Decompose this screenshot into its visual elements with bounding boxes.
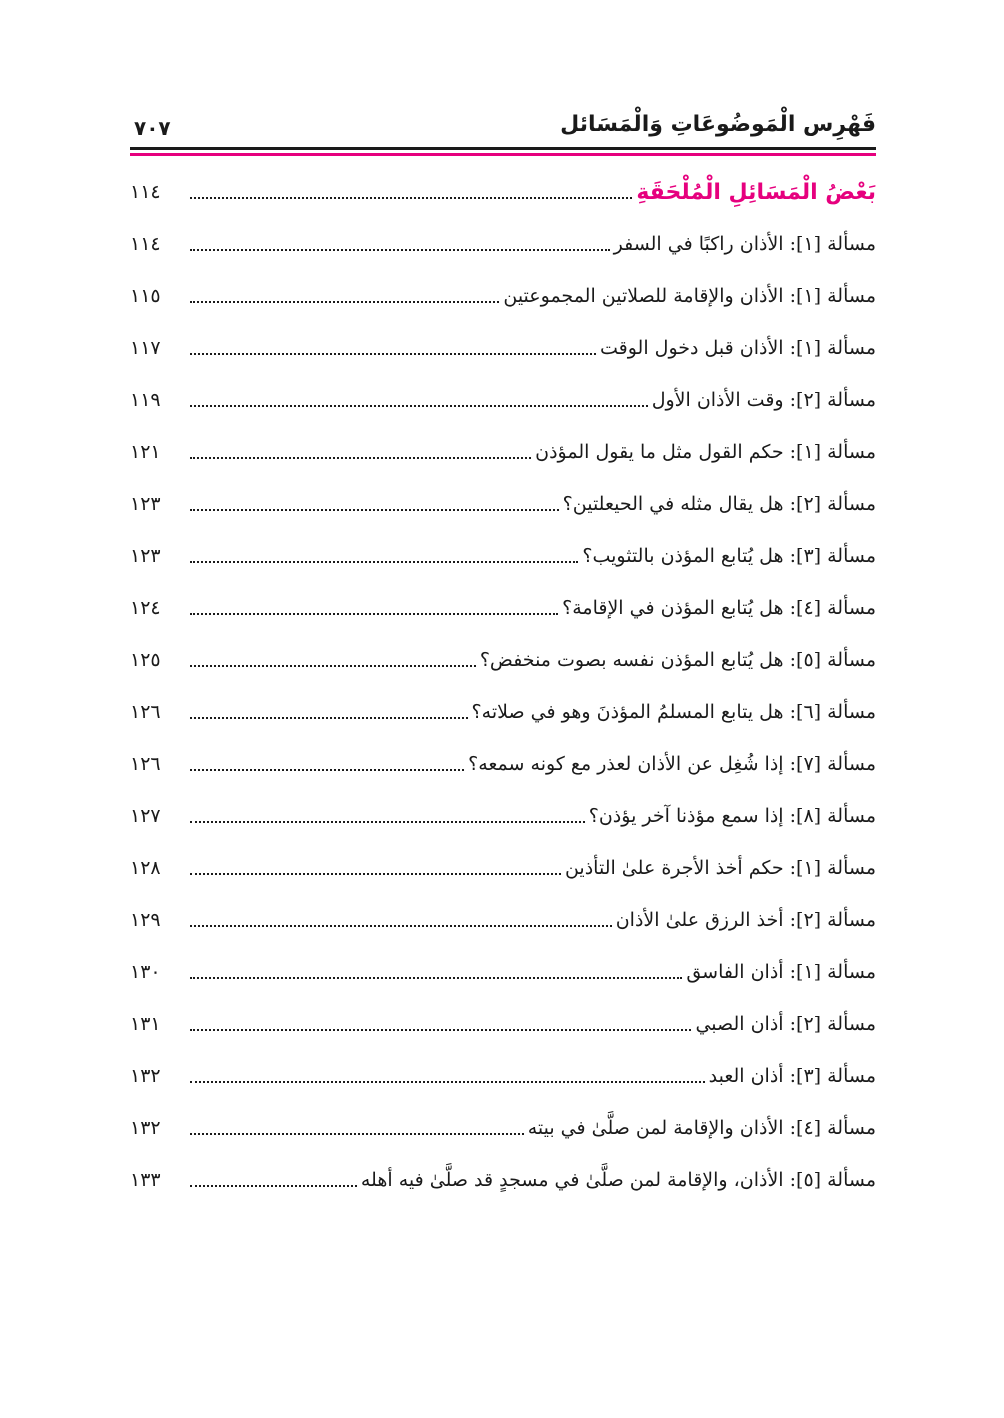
dot-leader — [190, 804, 585, 828]
document-page — [130, 108, 876, 1288]
toc-entry[interactable] — [130, 218, 876, 270]
toc-entry-page: ١٢٩ — [130, 909, 161, 931]
toc-entry-label: مسألة [١]: الأذان راكبًا في السفر — [613, 233, 876, 255]
header-title: فَهْرِس الْمَوضُوعَاتِ وَالْمَسَائل — [560, 112, 876, 137]
dot-leader — [190, 232, 610, 256]
dot-leader — [190, 596, 558, 620]
dot-leader — [190, 752, 464, 776]
toc-entry[interactable] — [130, 686, 876, 738]
toc-entry-label: مسألة [٧]: إذا شُغِل عن الأذان لعذر مع كونه سمعه؟ — [468, 753, 876, 775]
toc-entry-page: ١١٥ — [130, 285, 161, 307]
toc-entry-label: مسألة [٥]: الأذان، والإقامة لمن صلَّىٰ في مسجدٍ قد صلَّىٰ فيه أهله — [360, 1169, 876, 1191]
toc-entry-label: مسألة [٣]: أذان العبد — [708, 1065, 876, 1087]
toc-entry[interactable] — [130, 738, 876, 790]
toc-entry-page: ١٣٢ — [130, 1117, 161, 1139]
toc-entry[interactable] — [130, 894, 876, 946]
dot-leader — [190, 648, 476, 672]
toc-entry-label: مسألة [٤]: الأذان والإقامة لمن صلَّىٰ في بيته — [527, 1117, 876, 1139]
toc-entry-page: ١٣١ — [130, 1013, 161, 1035]
toc-entry[interactable] — [130, 582, 876, 634]
dot-leader — [190, 180, 632, 204]
toc-entry-label: مسألة [٢]: وقت الأذان الأول — [651, 389, 876, 411]
dot-leader — [190, 1012, 691, 1036]
toc-entry-page: ١٣٢ — [130, 1065, 161, 1087]
toc-entry-page: ١١٤ — [130, 181, 161, 203]
toc-section-heading[interactable] — [130, 166, 876, 218]
toc-entry[interactable] — [130, 634, 876, 686]
toc-entry[interactable] — [130, 1102, 876, 1154]
toc-entry-label: مسألة [١]: أذان الفاسق — [686, 961, 876, 983]
toc-entry[interactable] — [130, 478, 876, 530]
dot-leader — [190, 440, 531, 464]
header-rule-black — [130, 147, 876, 150]
dot-leader — [190, 700, 468, 724]
toc-entry[interactable] — [130, 322, 876, 374]
dot-leader — [190, 960, 682, 984]
toc-entry[interactable] — [130, 530, 876, 582]
toc-entry[interactable] — [130, 426, 876, 478]
dot-leader — [190, 388, 648, 412]
toc-entry-label: مسألة [٣]: هل يُتابع المؤذن بالتثويب؟ — [582, 545, 876, 567]
table-of-contents — [130, 166, 876, 1206]
dot-leader — [190, 1168, 357, 1192]
toc-entry-label: مسألة [٥]: هل يُتابع المؤذن نفسه بصوت منخفض؟ — [479, 649, 876, 671]
dot-leader — [190, 284, 499, 308]
toc-entry-page: ١٢٧ — [130, 805, 161, 827]
toc-entry-page: ١٣٠ — [130, 961, 161, 983]
toc-entry[interactable] — [130, 946, 876, 998]
toc-entry-page: ١٢٣ — [130, 545, 161, 567]
toc-entry-label: مسألة [١]: حكم أخذ الأجرة علىٰ التأذين — [564, 857, 876, 879]
dot-leader — [190, 544, 578, 568]
toc-entry-page: ١٢٥ — [130, 649, 161, 671]
dot-leader — [190, 908, 612, 932]
toc-entry-page: ١٢٨ — [130, 857, 161, 879]
toc-entry[interactable] — [130, 842, 876, 894]
toc-entry-page: ١١٤ — [130, 233, 161, 255]
toc-entry-label: مسألة [١]: الأذان والإقامة للصلاتين المجموعتين — [503, 285, 876, 307]
running-header — [130, 108, 876, 144]
dot-leader — [190, 336, 596, 360]
toc-entry-label: مسألة [١]: الأذان قبل دخول الوقت — [600, 337, 876, 359]
toc-entry-page: ١١٧ — [130, 337, 161, 359]
toc-entry[interactable] — [130, 1050, 876, 1102]
dot-leader — [190, 856, 561, 880]
dot-leader — [190, 492, 559, 516]
dot-leader — [190, 1116, 524, 1140]
toc-entry-label: مسألة [٤]: هل يُتابع المؤذن في الإقامة؟ — [562, 597, 876, 619]
header-rule-pink — [130, 153, 876, 156]
toc-entry[interactable] — [130, 270, 876, 322]
toc-entry-label: مسألة [٦]: هل يتابع المسلمُ المؤذنَ وهو في صلاته؟ — [471, 701, 876, 723]
toc-entry-page: ١٣٣ — [130, 1169, 161, 1191]
toc-entry-label: مسألة [١]: حكم القول مثل ما يقول المؤذن — [535, 441, 876, 463]
toc-entry-label: بَعْضُ الْمَسَائِلِ الْمُلْحَقَةِ — [636, 179, 876, 205]
toc-entry-label: مسألة [٢]: هل يقال مثله في الحيعلتين؟ — [562, 493, 876, 515]
toc-entry[interactable] — [130, 374, 876, 426]
page-number: ٧٠٧ — [134, 116, 171, 140]
toc-entry-page: ١١٩ — [130, 389, 161, 411]
toc-entry-page: ١٢٣ — [130, 493, 161, 515]
toc-entry-label: مسألة [٢]: أخذ الرزق علىٰ الأذان — [615, 909, 876, 931]
toc-entry-page: ١٢٦ — [130, 753, 161, 775]
toc-entry-label: مسألة [٢]: أذان الصبي — [695, 1013, 876, 1035]
toc-entry[interactable] — [130, 1154, 876, 1206]
toc-entry-page: ١٢٤ — [130, 597, 161, 619]
toc-entry[interactable] — [130, 790, 876, 842]
toc-entry[interactable] — [130, 998, 876, 1050]
toc-entry-label: مسألة [٨]: إذا سمع مؤذنا آخر يؤذن؟ — [588, 805, 876, 827]
dot-leader — [190, 1064, 705, 1088]
toc-entry-page: ١٢١ — [130, 441, 161, 463]
toc-entry-page: ١٢٦ — [130, 701, 161, 723]
